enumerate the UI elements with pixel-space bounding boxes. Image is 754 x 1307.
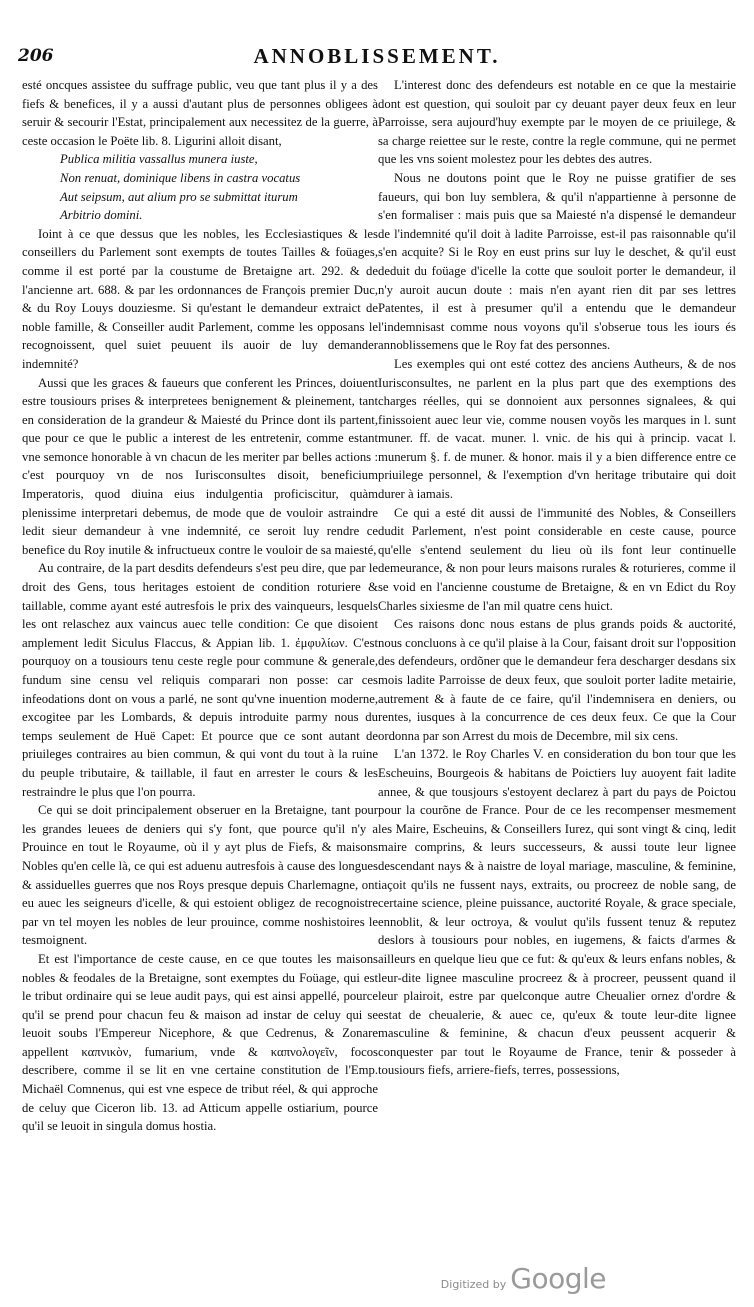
paragraph: Ce qui se doit principalement obseruer en la Bretaigne, tant pour les grandes leuees de deniers qui s'y font, que pource qu'il n'y a Prouince en tout le Royaume, où il y ayt plus de Fiefs, & maisons Nobles qu'en celle là, ce qui est aduenu autresfois à cause des longues & assiduelles guerres que nos Roys presque depuis Charlemagne, ont eu auec les seigneurs d'icelle, & qui estoient obligez de recognoistre par vn tel moyen les nobles de leur prouince, comme noshistoires le tesmoignent. — [22, 803, 378, 948]
paragraph: L'interest donc des defendeurs est notable en ce que la mestairie dont est question, qui souloit par cy deuant payer deux feux en leur Parroisse, sera aujourd'huy exempte par le moyen de ce priuilege, & sa charge reiettee sur le reste, contre la regle commune, qui ne permet que les vns soient molestez pour les debtes des autres. — [378, 78, 736, 167]
verse-line: Non renuat, dominique libens in castra vocatus — [60, 170, 301, 185]
running-title: ANNOBLISSEMENT. — [253, 44, 501, 68]
paragraph: Aussi que les graces & faueurs que conferent les Princes, doiuent estre tousiours prises & interpretees benignement & pleinement, tant en consideration de la grandeur & Maiesté du Prince dont ils partent, que pour ce que le public a interest de les entretenir, comme estant vne semonce honorable à vn chacun de les meriter par belles actions : c'est pourquoy vn de nos Iurisconsultes disoit, beneficium Imperatoris, quod diuina eius indulgentia proficiscitur, quàm plenissime interpretari debemus, de mode que de vouloir astraindre ledit sieur demandeur à vne indemnité, ce seroit luy rendre ce benefice du Roy inutile & infructueux contre le vouloir de sa maiesté, — [22, 375, 378, 557]
paragraph: Et est l'importance de ceste cause, en ce que toutes les maisons nobles & feodales de la Bretaigne, sont exemptes du Foüage, qui est le tribut ordinaire qui se leue audit pays, qui est ainsi appellé, pource qu'il se prend pour chacun feu & maison ad instar de celuy qui se leuoit soubs l'Empereur Nicephore, & que Cedrenus, & Zonare appellent καπνικὸν, fumarium, vnde & καπνολογεῖν, focos describere, comme il se lit en vne certaine constitution de l'Emp. Michaël Comnenus, qui est vne espece de tribut réel, & qui approche de celuy que Ciceron lib. 13. ad Atticum appelle ostiarium, pource qu'il se leuoit in singula domus hostia. — [22, 951, 378, 1134]
verse-line: Publica militia vassallus munera iuste, — [60, 152, 258, 167]
paragraph: Ces raisons donc nous estans de plus grands poids & auctorité, nous concluons à ce qu'il plaise à la Cour, faisant droit sur l'opposition des defendeurs, ordõner que le demandeur fera descharger desdans six mois ladite Parroisse de deux feux, que souloit porter ladite metairie, autrement & à faute de ce faire, qu'il l'indemnisera en deniers, ou rentes, iusques à la concurrence de ces deux feux. Ce que la Cour ordonna par son Arrest du mois de Decembre, mil six cens. — [378, 617, 736, 743]
paragraph: Ioint à ce que dessus que les nobles, les Ecclesiastiques & les conseillers du Parlement sont exempts de toutes Tailles & foüages, comme il est porté par la coustume de Bretaigne art. 292. & de l'ancienne art. 688. & par les ordonnances de François premier Duc, & du Roy Louys douziesme. Si qu'estant le demandeur extraict de noble famille, & Conseiller audit Parlement, comme les opposans le recognoissent, quel suiet peuuent ils auoir de luy demander indemnité? — [22, 226, 378, 371]
paragraph: Ce qui a esté dit aussi de l'immunité des Nobles, & Conseillers dudit Parlement, n'est point considerable en ceste cause, pource qu'elle s'entend seulement du lieu où ils font leur continuelle demeurance, & non pour leurs maisons rurales & roturieres, comme il se void en l'ancienne coustume de Bretaigne, & en vn Edict du Roy Charles sixiesme de l'an mil quatre cens huict. — [378, 505, 736, 613]
paragraph: Nous ne doutons point que le Roy ne puisse gratifier de ses faueurs, qui bon luy semblera, & qu'il n'appartienne à personne de s'en formaliser : mais puis que sa Maiesté n'a dispensé le demandeur de l'indemnité qu'il doit à ladite Parroisse, est-il pas raisonnable qu'il s'en acquite? Si le Roy en eust prins sur luy le deschet, & qu'il eust deduit du foüage d'icelle la cotte que souloit porter le demandeur, il n'y auroit aucun doute : mais n'en ayant rien dit par ses lettres Patentes, il est à presumer qu'il a entendu que le demandeur l'indemnisast comme nous voyons qu'il s'obserue tous les iours és annoblissemens que le Roy fat des personnes. — [378, 170, 736, 353]
page-number: 206 — [18, 46, 54, 66]
paragraph: L'an 1372. le Roy Charles V. en consideration du bon tour que les Escheuins, Bourgeois & habitans de Poictiers luy auoyent fait ladite annee, & que tousjours s'estoyent declarez à part du pays de Poictou pour la courõne de France. Pour de ce les recompenser mesmement les Maire, Escheuins, & Conseillers Iurez, qui sont vingt & cinq, ledit maire comprins, & leurs successeurs, & aussi toute leur lignee descendant nays & à naistre de loyal mariage, masculine, & feminine, iaçoit qu'ils ne fussent nays, extraits, ou procreez de noble sang, de certaine science, pleine puissance, auctorité Royale, & grace speciale, ennoblit, & leur octroya, & voulut qu'ils fussent tenuz & reputez deslors à tousiours pour nobles, en iugemens, & faicts d'armes & ailleurs en quelque lieu que ce fut: & qu'eux & leurs enfans nobles, & leur-dite lignee masculine procreez & à procreer, peussent quand il leur plairoit, estre par quelconque autre Cheualier ornez d'ordre & estat de cheualerie, & auec ce, qu'eux & toute leur-dite lignee masculine & feminine, & chacun d'eux peussent acquerir & conquester par tout le Royaume de France, tenir & posseder à tousiours fiefs, arriere-fiefs, terres, possessions, — [378, 747, 736, 1078]
verse-line: Aut seipsum, aut alium pro se submittat iturum — [60, 189, 298, 204]
google-logo: Google — [510, 1262, 606, 1295]
digitized-watermark — [441, 1262, 606, 1295]
right-column — [378, 76, 736, 1080]
watermark-prefix: Digitized by — [440, 1278, 507, 1291]
verse-line: Arbitrio domini. — [60, 208, 143, 223]
verse-quotation — [60, 150, 378, 224]
left-column — [22, 76, 378, 1136]
paragraph: Les exemples qui ont esté cottez des anciens Autheurs, & de nos Iurisconsultes, ne parlent en la plus part que des exemptions des charges réelles, qui se donnoient aux personnes signalees, & qui finissoient auec leur vie, comme nousen voyõs les marques in l. sunt muner. ff. de vacat. muner. l. vnic. de his qui à princip. vacat l. munerum §. f. de muner. & honor. mais il y a bien difference entre ce priuilege personnel, & l'exemption d'vn heritage tributaire qui doit durer à iamais. — [378, 356, 736, 502]
paragraph: esté oncques assistee du suffrage public, veu que tant plus il y a des fiefs & benefices, il y a aussi d'autant plus de personnes obligees à seruir & secourir l'Estat, principalement aux necessitez de la guerre, à ceste occasion le Poëte lib. 8. Ligurini alloit disant, — [22, 78, 378, 148]
paragraph: Au contraire, de la part desdits defendeurs s'est peu dire, que par le droit des Gens, tous heritages estoient de condition roturiere & taillable, comme ayant esté autresfois le prix des vainqueurs, lesquels les ont relaschez aux vaincus auec telle condition: Ce que disoient amplement ledit Siculus Flaccus, & Appian lib. 1. ἐμφυλίων. C'est pourquoy on a tousiours tenu ceste regle pour commune & generale, fundum sine censu vel reliquis comparari non posse: car ces infeodations dont on vous a parlé, ne sont qu'vne inuention moderne, excogitee par les Lombards, & depuis introduite parmy nous du temps seulement de Huë Capet: Et pource que ce sont autant de priuileges contraires au bien commun, & qui vont du tout à la ruine du peuple tributaire, & taillable, il faut en arrester le cours & les restraindre le plus que l'on pourra. — [22, 561, 378, 799]
